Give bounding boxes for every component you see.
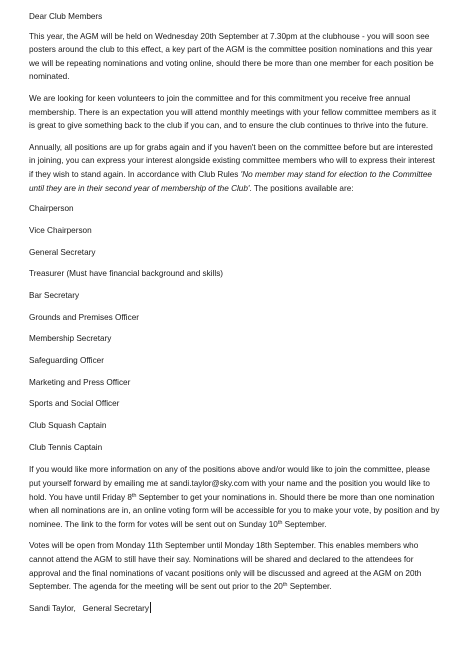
voting-paragraph — [29, 539, 441, 593]
signoff — [29, 602, 441, 616]
position-item: Bar Secretary — [29, 290, 80, 300]
position-item: Chairperson — [29, 204, 74, 214]
position-item: Grounds and Premises Officer — [29, 312, 139, 322]
voting-text: Votes will be open from Monday 11th September until Monday 18th September. This enables members who cannot attend the AGM to still have their say. Nominations will be shared and declared to the attendees for approval and the final nominations of vacant positions only will be discussed and agreed at the AGM on 20th September. The agenda for the meeting will be sent out prior to the 20 — [29, 541, 422, 592]
letter-body — [29, 10, 441, 624]
club-rules-text: Annually, all positions are up for grabs again and if you haven't been on the committee before but are interested in joining, you can express your interest alongside existing committee members who will to express their interest if they wish to stand again. In accordance with Club Rules — [29, 142, 435, 179]
ordinal-suffix: th — [277, 519, 283, 526]
nominations-paragraph — [29, 463, 441, 531]
nominations-text-continued: September to get your nominations in. Should there be more than one nomination when all nominations are in, an online voting form will be accessible for you to make your vote, by position and by nominee. The link to the form for votes will be sent out on Sunday 10 — [29, 492, 440, 529]
signature-line: Sandi Taylor, General Secretary — [29, 603, 149, 613]
position-item: Marketing and Press Officer — [29, 377, 131, 387]
positions-list — [29, 203, 441, 454]
agm-announcement-paragraph: This year, the AGM will be held on Wednesday 20th September at 7.30pm at the clubhouse - you will soon see posters around the club to this effect, a key part of the AGM is the committee position nominations and this year we will be repeating nominations and voting online, should there be more than one member for each position be nominated. — [29, 31, 434, 82]
position-item: Club Squash Captain — [29, 421, 107, 430]
position-item: Club Tennis Captain — [29, 442, 103, 452]
voting-text-end: September. — [287, 582, 332, 592]
position-item: Sports and Social Officer — [29, 399, 120, 409]
greeting: Dear Club Members — [29, 12, 103, 21]
nominations-text-end: September. — [282, 519, 327, 529]
text-cursor — [150, 602, 151, 613]
position-item: Membership Secretary — [29, 334, 112, 344]
position-item: General Secretary — [29, 247, 96, 257]
position-item: Treasurer (Must have financial background and skills) — [29, 269, 224, 279]
volunteers-paragraph: We are looking for keen volunteers to join the committee and for this commitment you receive free annual membership. There is an expectation you will attend monthly meetings with your fellow committee members as it is great to give something back to the club if you can, and to ensure the club continues to thrive into the future. — [29, 93, 437, 131]
club-rules-quote: 'No member may stand for election to the Committee until they are in their second year of membership of the Club' — [29, 169, 432, 193]
ordinal-suffix: th — [282, 582, 288, 589]
position-item: Safeguarding Officer — [29, 355, 104, 365]
club-rules-paragraph — [29, 141, 441, 195]
positions-intro: . The positions available are: — [249, 183, 354, 193]
position-item: Vice Chairperson — [29, 225, 92, 235]
ordinal-suffix: th — [131, 492, 137, 499]
nominations-text: If you would like more information on any of the positions above and/or would like to join the committee, please put yourself forward by emailing me at sandi.taylor@sky.com with your name and the position you would like to hold. You have until Friday 8 — [29, 465, 430, 502]
